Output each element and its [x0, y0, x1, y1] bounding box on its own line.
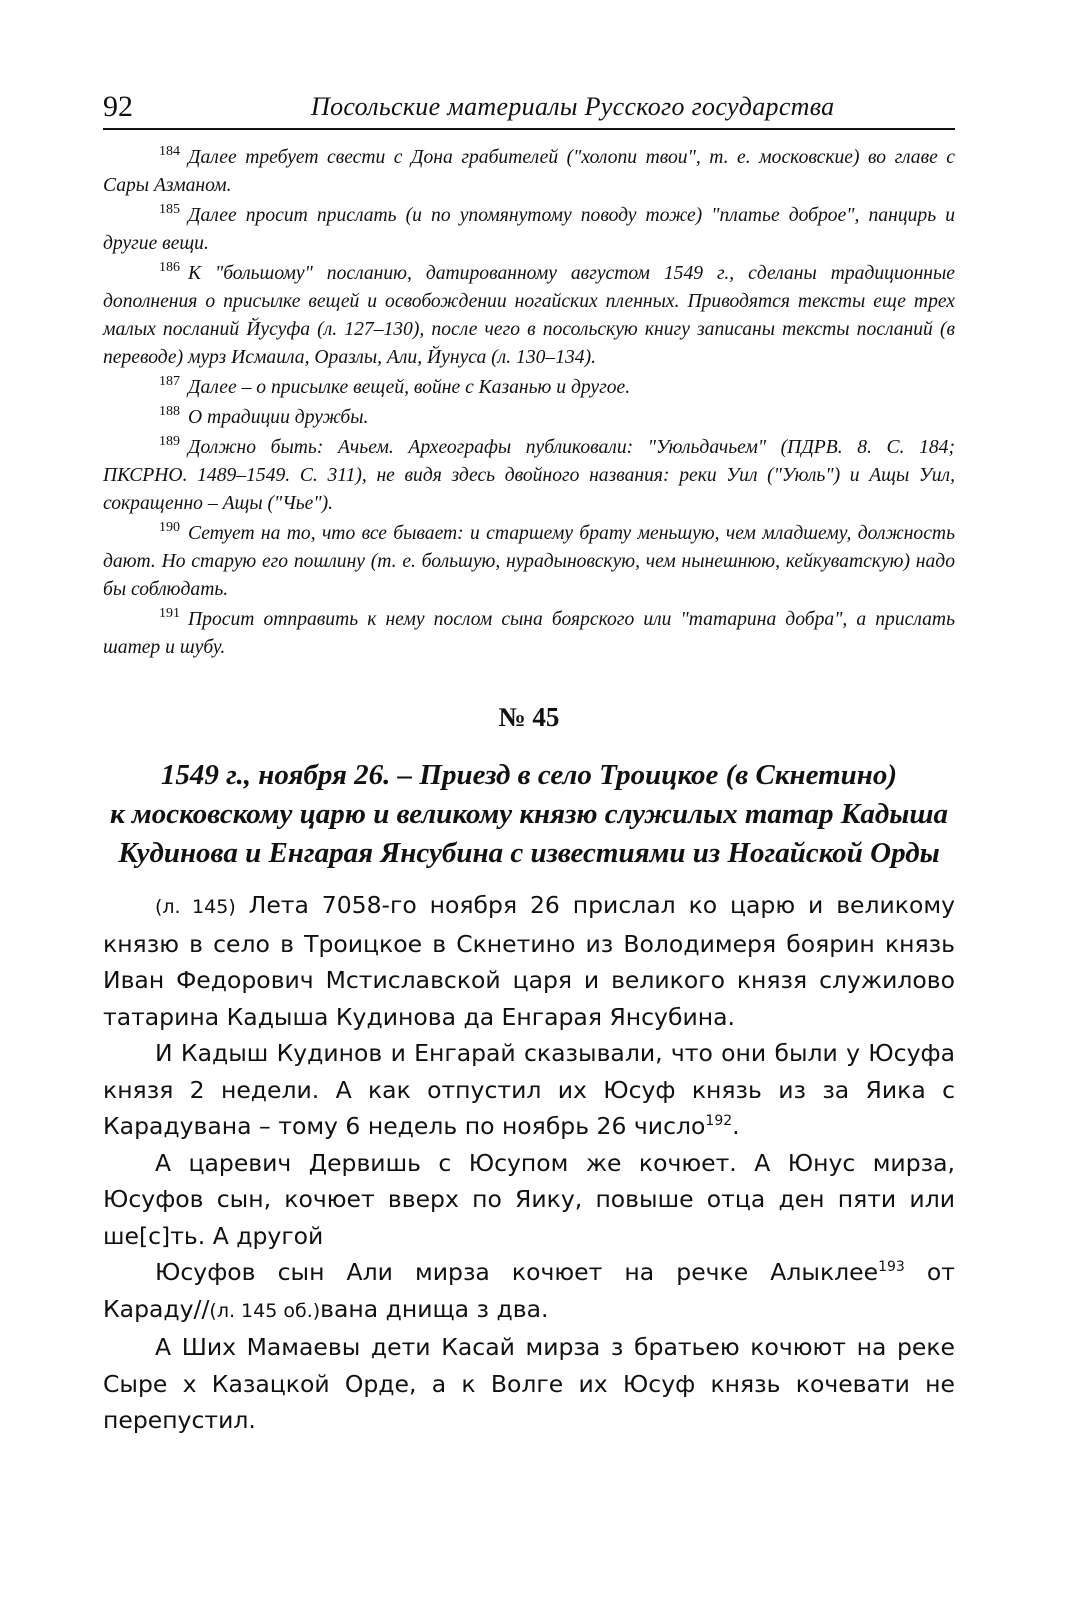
running-title: Посольские материалы Русского государства [311, 92, 835, 121]
footnote-text: Далее требует свести с Дона грабителей ("холопи твои", т. е. московские) во главе с Сары Азманом. [103, 147, 955, 196]
paragraph-text: А царевич Дервишь с Юсупом же кочюет. А Юнус мирза, Юсуфов сын, кочюет вверх по Яику, повыше отца ден пяти или ше[с]ть. А другой [103, 1148, 955, 1250]
footnotes [103, 144, 955, 662]
footnote-marker: 193 [878, 1259, 905, 1276]
footnote-number: 186 [159, 260, 180, 276]
footnote [103, 606, 955, 662]
paragraph-text: И Кадыш Кудинов и Енгарай сказывали, что они были у Юсуфа князя 2 недели. А как отпустил их Юсуф князь из за Яика с Карадувана – тому 6 недель по ноябрь 26 число [103, 1039, 955, 1140]
document-title-line: Кудинова и Енгарая Янсубина с известиями из Ногайской Орды [118, 837, 940, 869]
footnote-text: Сетует на то, что все бывает: и старшему брату меньшую, чем младшему, должность дают. Но старую его пошлину (т. е. большую, нурадыновскую, чем нынешнюю, кейкуватскую) надо бы соблюдать. [103, 523, 955, 600]
footnote-number: 185 [159, 202, 180, 218]
footnote [103, 202, 955, 258]
footnote [103, 260, 955, 372]
footnote-text: Далее – о присылке вещей, войне с Казанью и другое. [188, 377, 631, 398]
footnote-number: 187 [159, 374, 180, 390]
document-number: № 45 [498, 702, 560, 732]
paragraph-text: Юсуфов сын Али мирза кочюет на речке Алыклее [155, 1258, 879, 1286]
folio-reference: (л. 145) [155, 896, 236, 918]
footnote-text: Просит отправить к нему послом сына боярского или "татарина добра", а прислать шатер и шубу. [103, 609, 955, 658]
footnote-number: 188 [159, 404, 180, 420]
footnote [103, 404, 955, 432]
footnote-text: О традиции дружбы. [188, 407, 369, 428]
body-paragraph [103, 1254, 955, 1329]
body-paragraph [103, 1145, 955, 1255]
paragraph-tail: вана днища з два. [320, 1294, 549, 1323]
body-paragraph [103, 1329, 955, 1439]
paragraph-text: А Ших Мамаевы дети Касай мирза з братьею кочюют на реке Сыре х Казацкой Орде, а к Волге их Юсуф князь кочевати не перепустил. [103, 1333, 955, 1434]
document-body [103, 887, 955, 1439]
page [103, 78, 955, 1439]
body-paragraph [103, 887, 955, 1035]
footnote [103, 520, 955, 604]
footnote-marker: 192 [705, 1113, 733, 1130]
document-title [103, 756, 955, 873]
folio-reference: (л. 145 об.) [209, 1299, 321, 1322]
document-title-line: к московскому царю и великому князю служилых татар Кадыша [109, 798, 949, 830]
footnote-number: 191 [159, 606, 180, 622]
footnote-text: К "большому" посланию, датированному августом 1549 г., сделаны традиционные дополнения о присылке вещей и освобождении ногайских пленных. Приводятся тексты еще трех малых посланий Йусуфа (л. 127–130), после чего в посольскую книгу записаны тексты посланий (в переводе) мурз Исмаила, Оразлы, Али, Йунуса (л. 130–134). [103, 263, 955, 368]
footnote-number: 189 [159, 434, 180, 450]
paragraph-tail: от Караду// [103, 1258, 955, 1323]
footnote-text: Должно быть: Ачьем. Археографы публиковали: "Уюльдачьем" (ПДРВ. 8. С. 184; ПКСРНО. 1489–1549. С. 311), не видя здесь двойного названия: реки Уил ("Уюль") и Ащы Уил, сокращенно – Ащы ("Чье"). [103, 437, 955, 514]
page-number: 92 [103, 90, 133, 123]
body-paragraph [103, 1035, 955, 1145]
footnote [103, 374, 955, 402]
paragraph-text: Лета 7058-го ноября 26 прислал ко царю и великому князю в село в Троицкое в Скнетино из Володимеря боярин князь Иван Федорович Мстиславской царя и великого князя служилово татарина Кадыша Кудинова да Енгарая Янсубина. [103, 891, 955, 1031]
footnote-number: 190 [159, 520, 180, 536]
footnote-number: 184 [159, 144, 180, 160]
footnote [103, 144, 955, 200]
footnote-text: Далее просит прислать (и по упомянутому поводу тоже) "платье доброе", панцирь и другие вещи. [103, 205, 955, 254]
page-header [103, 78, 955, 130]
footnote [103, 434, 955, 518]
document-title-line: 1549 г., ноября 26. – Приезд в село Троицкое (в Скнетино) [160, 759, 898, 791]
paragraph-tail: . [732, 1112, 740, 1140]
